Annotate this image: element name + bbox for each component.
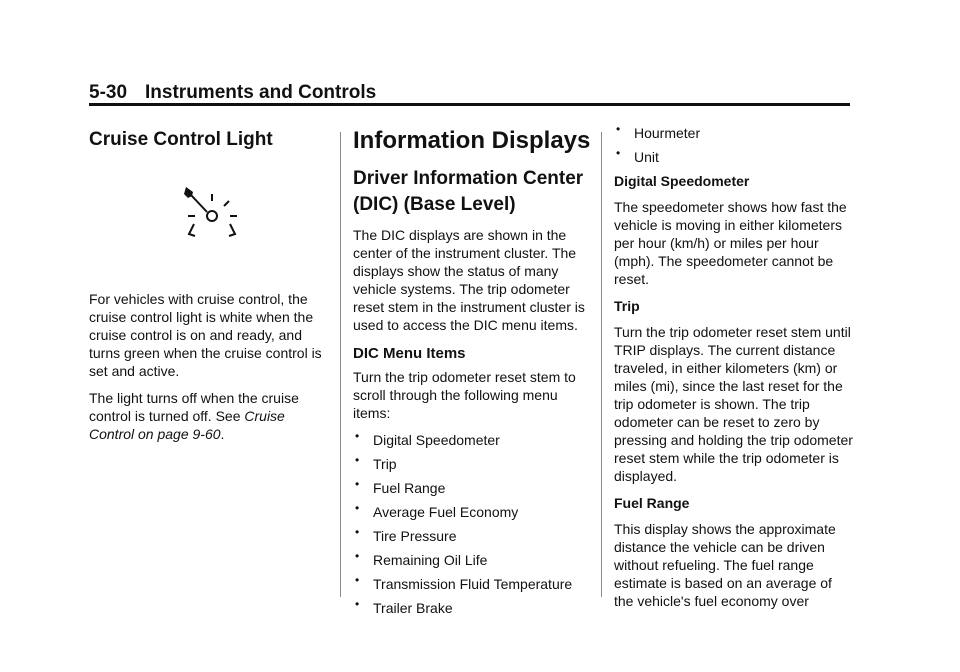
header-rule [89,103,850,106]
cruise-control-heading: Cruise Control Light [89,129,273,150]
list-item: • Tire Pressure [353,527,593,545]
list-item: • Digital Speedometer [353,431,593,449]
section-title: Instruments and Controls [145,82,377,103]
dic-description: The DIC displays are shown in the center of the instrument cluster. The displays show the status of many vehicle systems. The trip odometer reset stem in the instrument cluster is used to access the DIC menu items. [353,227,585,333]
column-divider [601,132,602,597]
dic-menu-intro: Turn the trip odometer reset stem to scroll through the following menu items: [353,369,576,421]
list-item: • Transmission Fluid Temperature [353,575,593,593]
fuel-range-heading: Fuel Range [614,495,690,511]
cruise-control-reference: Cruise Control on page 9-60 [89,408,285,442]
column-dic-details [614,122,854,619]
list-item: • Hourmeter [614,124,854,142]
fuel-range-description: This display shows the approximate distance the vehicle can be driven without refueling. The fuel range estimate is based on an average of the vehicle's fuel economy over [614,521,836,609]
cruise-control-description: For vehicles with cruise control, the cruise control light is white when the cruise control is on and ready, and turns green when the cruise control is set and active. [89,291,322,379]
trip-description: Turn the trip odometer reset stem until TRIP displays. The current distance traveled, in either kilometers (km) or miles (mi), since the last reset for the trip odometer is shown. The trip odometer can be reset to zero by pressing and holding the trip odometer reset stem while the trip odometer is displayed. [614,324,853,484]
speedometer-description: The speedometer shows how fast the vehicle is moving in either kilometers per hour (km/h) or miles per hour (mph). The speedometer cannot be reset. [614,199,847,287]
information-displays-heading: Information Displays [353,127,591,154]
dic-menu-list [353,431,593,617]
list-item: • Fuel Range [353,479,593,497]
list-item: • Average Fuel Economy [353,503,593,521]
page-number: 5-30 [89,82,128,103]
trip-heading: Trip [614,298,640,314]
icon-container [89,184,329,264]
page-header [89,82,376,104]
list-item: • Trip [353,455,593,473]
cruise-control-off-note: The light turns off when the cruise control is turned off. See Cruise Control on page 9-60. [89,390,299,442]
cruise-control-icon [179,184,249,244]
dic-menu-heading: DIC Menu Items [353,345,466,362]
column-cruise-control [89,122,329,452]
list-item: • Unit [614,148,854,166]
speedometer-heading: Digital Speedometer [614,173,750,189]
list-item: • Remaining Oil Life [353,551,593,569]
column-information-displays [353,122,593,623]
column-divider [340,132,341,597]
dic-menu-list-continued [614,124,854,166]
dic-heading: Driver Information Center (DIC) (Base Level) [353,168,584,215]
list-item: • Trailer Brake [353,599,593,617]
